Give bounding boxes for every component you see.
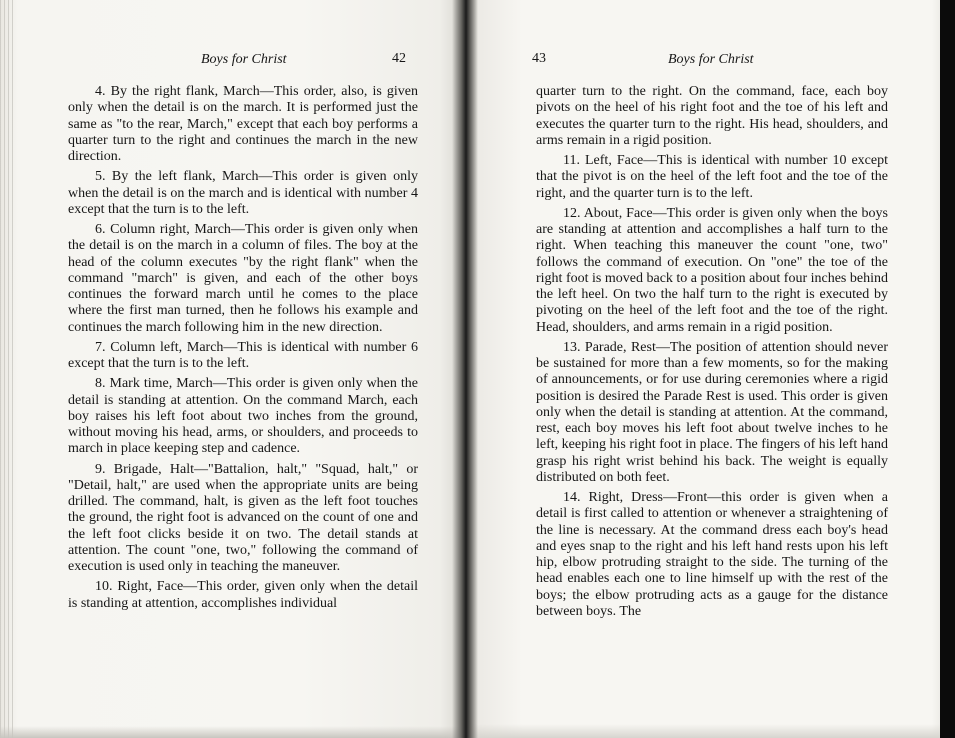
paragraph-12: 12. About, Face—This order is given only when the boys are standing at attention and accomplishes a half turn to the right. When teaching this maneuver the count "one, two" follows the command of execution. On "one" the toe of the right foot is moved back to a position about four inches behind the left heel. On two the half turn to the right is executed by pivoting on the heel of the left foot and the toe of the right. Head, shoulders, and arms remain in a rigid position.	[536, 205, 888, 335]
paragraph-7: 7. Column left, March—This is identical with number 6 except that the turn is to the left.	[68, 339, 418, 371]
left-page-body	[68, 84, 418, 616]
paragraph-5: 5. By the left flank, March—This order is given only when the detail is on the march and is identical with number 4 except that the turn is to the left.	[68, 169, 418, 217]
right-page-bottom-shadow	[462, 724, 942, 738]
paragraph-10: 10. Right, Face—This order, given only when the detail is standing at attention, accomplishes individual	[68, 579, 418, 611]
left-page	[0, 0, 462, 738]
book-gutter	[452, 0, 478, 738]
left-running-head: Boys for Christ	[201, 52, 287, 67]
right-page-body	[536, 84, 888, 624]
right-running-head: Boys for Christ	[668, 52, 754, 67]
paragraph-13: 13. Parade, Rest—The position of attention should never be sustained for more than a few moments, so for the making of announcements, or for use during ceremonies where a rigid position is desired the Parade Rest is used. This order is given only when the detail is standing at attention. At the command, rest, each boy moves his left foot about twelve inches to he left, keeping his right foot in place. The fingers of his left hand grasp his right wrist behind his back. The weight is equally distributed on both feet.	[536, 339, 888, 485]
right-page	[462, 0, 944, 738]
paragraph-8: 8. Mark time, March—This order is given only when the detail is standing at attention. On the command March, each boy raises his left foot about two inches from the ground, without moving his head, arms, or shoulders, and proceeds to march in place keeping step and cadence.	[68, 376, 418, 457]
paragraph-9: 9. Brigade, Halt—"Battalion, halt," "Squad, halt," or "Detail, halt," are used when the appropriate units are being drilled. The command, halt, is given as the left foot touches the ground, the right foot is advanced on the count of one and the left foot clicks beside it on two. The detail stands at attention. The count "one, two," following the command of execution is used only in teaching the maneuver.	[68, 461, 418, 574]
paragraph-4: 4. By the right flank, March—This order, also, is given only when the detail is on the march. It is performed just the same as "to the rear, March," except that each boy performs a quarter turn to the right and continues the march in the new direction.	[68, 84, 418, 164]
paragraph-10-continuation: quarter turn to the right. On the command, face, each boy pivots on the heel of his right foot and the toe of his left and executes the quarter turn to the right. His head, shoulders, and arms remain in a rigid position.	[536, 84, 888, 148]
paragraph-14: 14. Right, Dress—Front—this order is given when a detail is first called to attention or whenever a straightening of the line is necessary. At the command dress each boy's head and eyes snap to the right and his left hand rests upon his left hip, elbow protruding straight to the side. The turning of the head enables each one to line himself up with the rest of the boys; the elbow protruding acts as a gauge for the distance between boys. The	[536, 490, 888, 619]
scan-edge	[940, 0, 955, 738]
left-page-number: 42	[392, 51, 406, 66]
left-page-bottom-shadow	[0, 726, 462, 738]
right-page-number: 43	[532, 51, 546, 66]
paragraph-11: 11. Left, Face—This is identical with number 10 except that the pivot is on the heel of the left foot and the toe of the right, and the quarter turn is to the left.	[536, 153, 888, 201]
page-stack-edge	[0, 0, 14, 738]
paragraph-6: 6. Column right, March—This order is given only when the detail is on the march in a column of files. The boy at the head of the column executes "by the right flank" when the command "march" is given, and each of the other boys continues the forward march until he comes to the place where the first man turned, then he follows his example and continues the march following him in the new direction.	[68, 222, 418, 335]
